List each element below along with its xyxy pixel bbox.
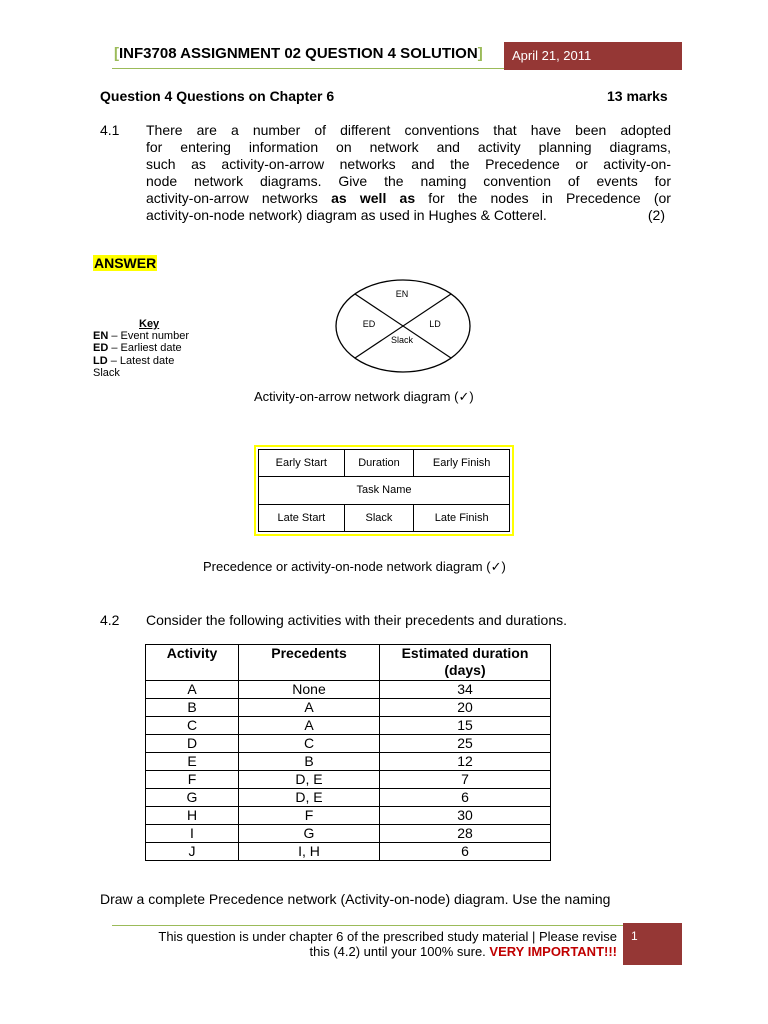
aon-node-table bbox=[258, 449, 510, 532]
header-date: April 21, 2011 bbox=[504, 42, 682, 70]
aon-task-name: Task Name bbox=[259, 477, 510, 504]
aon-slack: Slack bbox=[344, 504, 414, 531]
header-title bbox=[114, 45, 483, 62]
key-item-ed bbox=[93, 342, 182, 354]
question-4-1-line: for entering information on network and activity planning diagrams, bbox=[146, 139, 671, 155]
footer-line-2: this (4.2) until your 100% sure. bbox=[309, 944, 490, 959]
cell-precedents: C bbox=[239, 735, 380, 753]
question-4-1-text bbox=[146, 122, 671, 224]
header-title-text: INF3708 ASSIGNMENT 02 QUESTION 4 SOLUTION bbox=[119, 45, 478, 62]
cell-precedents: D, E bbox=[239, 789, 380, 807]
table-row bbox=[146, 843, 551, 861]
key-sep: – bbox=[108, 342, 121, 354]
key-sep: – bbox=[107, 355, 120, 367]
key-item-slack: Slack bbox=[93, 367, 120, 379]
cell-precedents: B bbox=[239, 753, 380, 771]
key-item-ld bbox=[93, 355, 174, 367]
aon-early-start: Early Start bbox=[259, 450, 345, 477]
cell-precedents: F bbox=[239, 807, 380, 825]
cell-activity: G bbox=[146, 789, 239, 807]
page-number: 1 bbox=[623, 923, 682, 965]
header-activity: Activity bbox=[146, 645, 239, 681]
cell-duration: 28 bbox=[380, 825, 551, 843]
header-bracket-open: [ bbox=[114, 45, 119, 62]
cell-duration: 15 bbox=[380, 717, 551, 735]
aoa-label-ed: ED bbox=[362, 319, 376, 329]
aon-duration: Duration bbox=[344, 450, 414, 477]
key-abbr: EN bbox=[93, 330, 109, 342]
cell-activity: H bbox=[146, 807, 239, 825]
key-title: Key bbox=[139, 318, 160, 330]
table-row bbox=[146, 699, 551, 717]
cell-precedents: A bbox=[239, 699, 380, 717]
aon-late-start: Late Start bbox=[259, 504, 345, 531]
aon-node-frame bbox=[254, 445, 514, 536]
cell-duration: 34 bbox=[380, 681, 551, 699]
cell-duration: 6 bbox=[380, 789, 551, 807]
question-4-1-number: 4.1 bbox=[100, 122, 120, 138]
aoa-caption: Activity-on-arrow network diagram (✓) bbox=[254, 389, 474, 404]
table-row bbox=[146, 681, 551, 699]
draw-instruction: Draw a complete Precedence network (Activity-on-node) diagram. Use the naming bbox=[100, 891, 611, 907]
cell-precedents: G bbox=[239, 825, 380, 843]
question-title: Question 4 Questions on Chapter 6 bbox=[100, 88, 335, 104]
question-4-1-line: such as activity-on-arrow networks and the Precedence or activity-on- bbox=[146, 156, 671, 172]
question-4-1-line: There are a number of different conventions that have been adopted bbox=[146, 122, 671, 138]
cell-duration: 25 bbox=[380, 735, 551, 753]
footer-line-1: This question is under chapter 6 of the prescribed study material | Please revise bbox=[158, 929, 617, 944]
activity-table bbox=[145, 644, 551, 861]
cell-activity: B bbox=[146, 699, 239, 717]
key-text: Latest date bbox=[119, 355, 175, 367]
answer-label: ANSWER bbox=[94, 255, 157, 271]
aoa-event-diagram bbox=[333, 276, 473, 376]
cell-duration: 7 bbox=[380, 771, 551, 789]
key-text: Event number bbox=[120, 330, 189, 342]
aoa-label-ld: LD bbox=[429, 319, 441, 329]
cell-activity: C bbox=[146, 717, 239, 735]
question-4-1-line5-b: for the nodes in Precedence (or bbox=[415, 190, 671, 206]
question-marks: 13 marks bbox=[607, 88, 668, 104]
cell-precedents: None bbox=[239, 681, 380, 699]
cell-activity: A bbox=[146, 681, 239, 699]
aoa-label-en: EN bbox=[395, 289, 409, 299]
table-row bbox=[146, 807, 551, 825]
question-4-2-number: 4.2 bbox=[100, 612, 120, 628]
cell-duration: 6 bbox=[380, 843, 551, 861]
question-4-1-line6: activity-on-node network) diagram as used in Hughes & Cotterel. bbox=[146, 207, 547, 223]
aon-early-finish: Early Finish bbox=[414, 450, 510, 477]
cell-duration: 30 bbox=[380, 807, 551, 825]
question-4-1-mark: (2) bbox=[647, 207, 665, 223]
question-4-2-text: Consider the following activities with their precedents and durations. bbox=[146, 612, 568, 628]
cell-duration: 12 bbox=[380, 753, 551, 771]
table-row bbox=[146, 771, 551, 789]
cell-activity: J bbox=[146, 843, 239, 861]
activity-table-header bbox=[146, 645, 551, 681]
activity-table-body bbox=[146, 681, 551, 861]
cell-precedents: A bbox=[239, 717, 380, 735]
cell-activity: D bbox=[146, 735, 239, 753]
table-row bbox=[146, 753, 551, 771]
table-row bbox=[146, 825, 551, 843]
header-divider bbox=[112, 68, 504, 69]
cell-precedents: D, E bbox=[239, 771, 380, 789]
key-abbr: ED bbox=[93, 342, 109, 354]
header-bracket-close: ] bbox=[477, 45, 483, 62]
question-4-1-line bbox=[146, 207, 671, 224]
question-4-1-line bbox=[146, 190, 671, 207]
footer-important: VERY IMPORTANT!!! bbox=[489, 944, 617, 959]
cell-precedents: I, H bbox=[239, 843, 380, 861]
footer-divider bbox=[112, 925, 623, 926]
question-4-1-line5-a: activity-on-arrow networks bbox=[146, 190, 332, 206]
aon-caption: Precedence or activity-on-node network diagram (✓) bbox=[203, 559, 506, 574]
question-4-1-emphasis: as well as bbox=[331, 190, 416, 206]
aon-late-finish: Late Finish bbox=[414, 504, 510, 531]
aoa-label-slack: Slack bbox=[390, 335, 414, 345]
key-item-en bbox=[93, 330, 189, 342]
cell-activity: F bbox=[146, 771, 239, 789]
key-text: Earliest date bbox=[120, 342, 182, 354]
cell-duration: 20 bbox=[380, 699, 551, 717]
cell-activity: E bbox=[146, 753, 239, 771]
footer-text bbox=[112, 929, 617, 959]
table-row bbox=[146, 735, 551, 753]
cell-activity: I bbox=[146, 825, 239, 843]
question-4-1-line: node network diagrams. Give the naming convention of events for bbox=[146, 173, 671, 189]
header-duration: Estimated duration (days) bbox=[380, 645, 551, 681]
table-row bbox=[146, 717, 551, 735]
key-sep: – bbox=[108, 330, 121, 342]
key-abbr: LD bbox=[93, 355, 108, 367]
header-precedents: Precedents bbox=[239, 645, 380, 681]
table-row bbox=[146, 789, 551, 807]
